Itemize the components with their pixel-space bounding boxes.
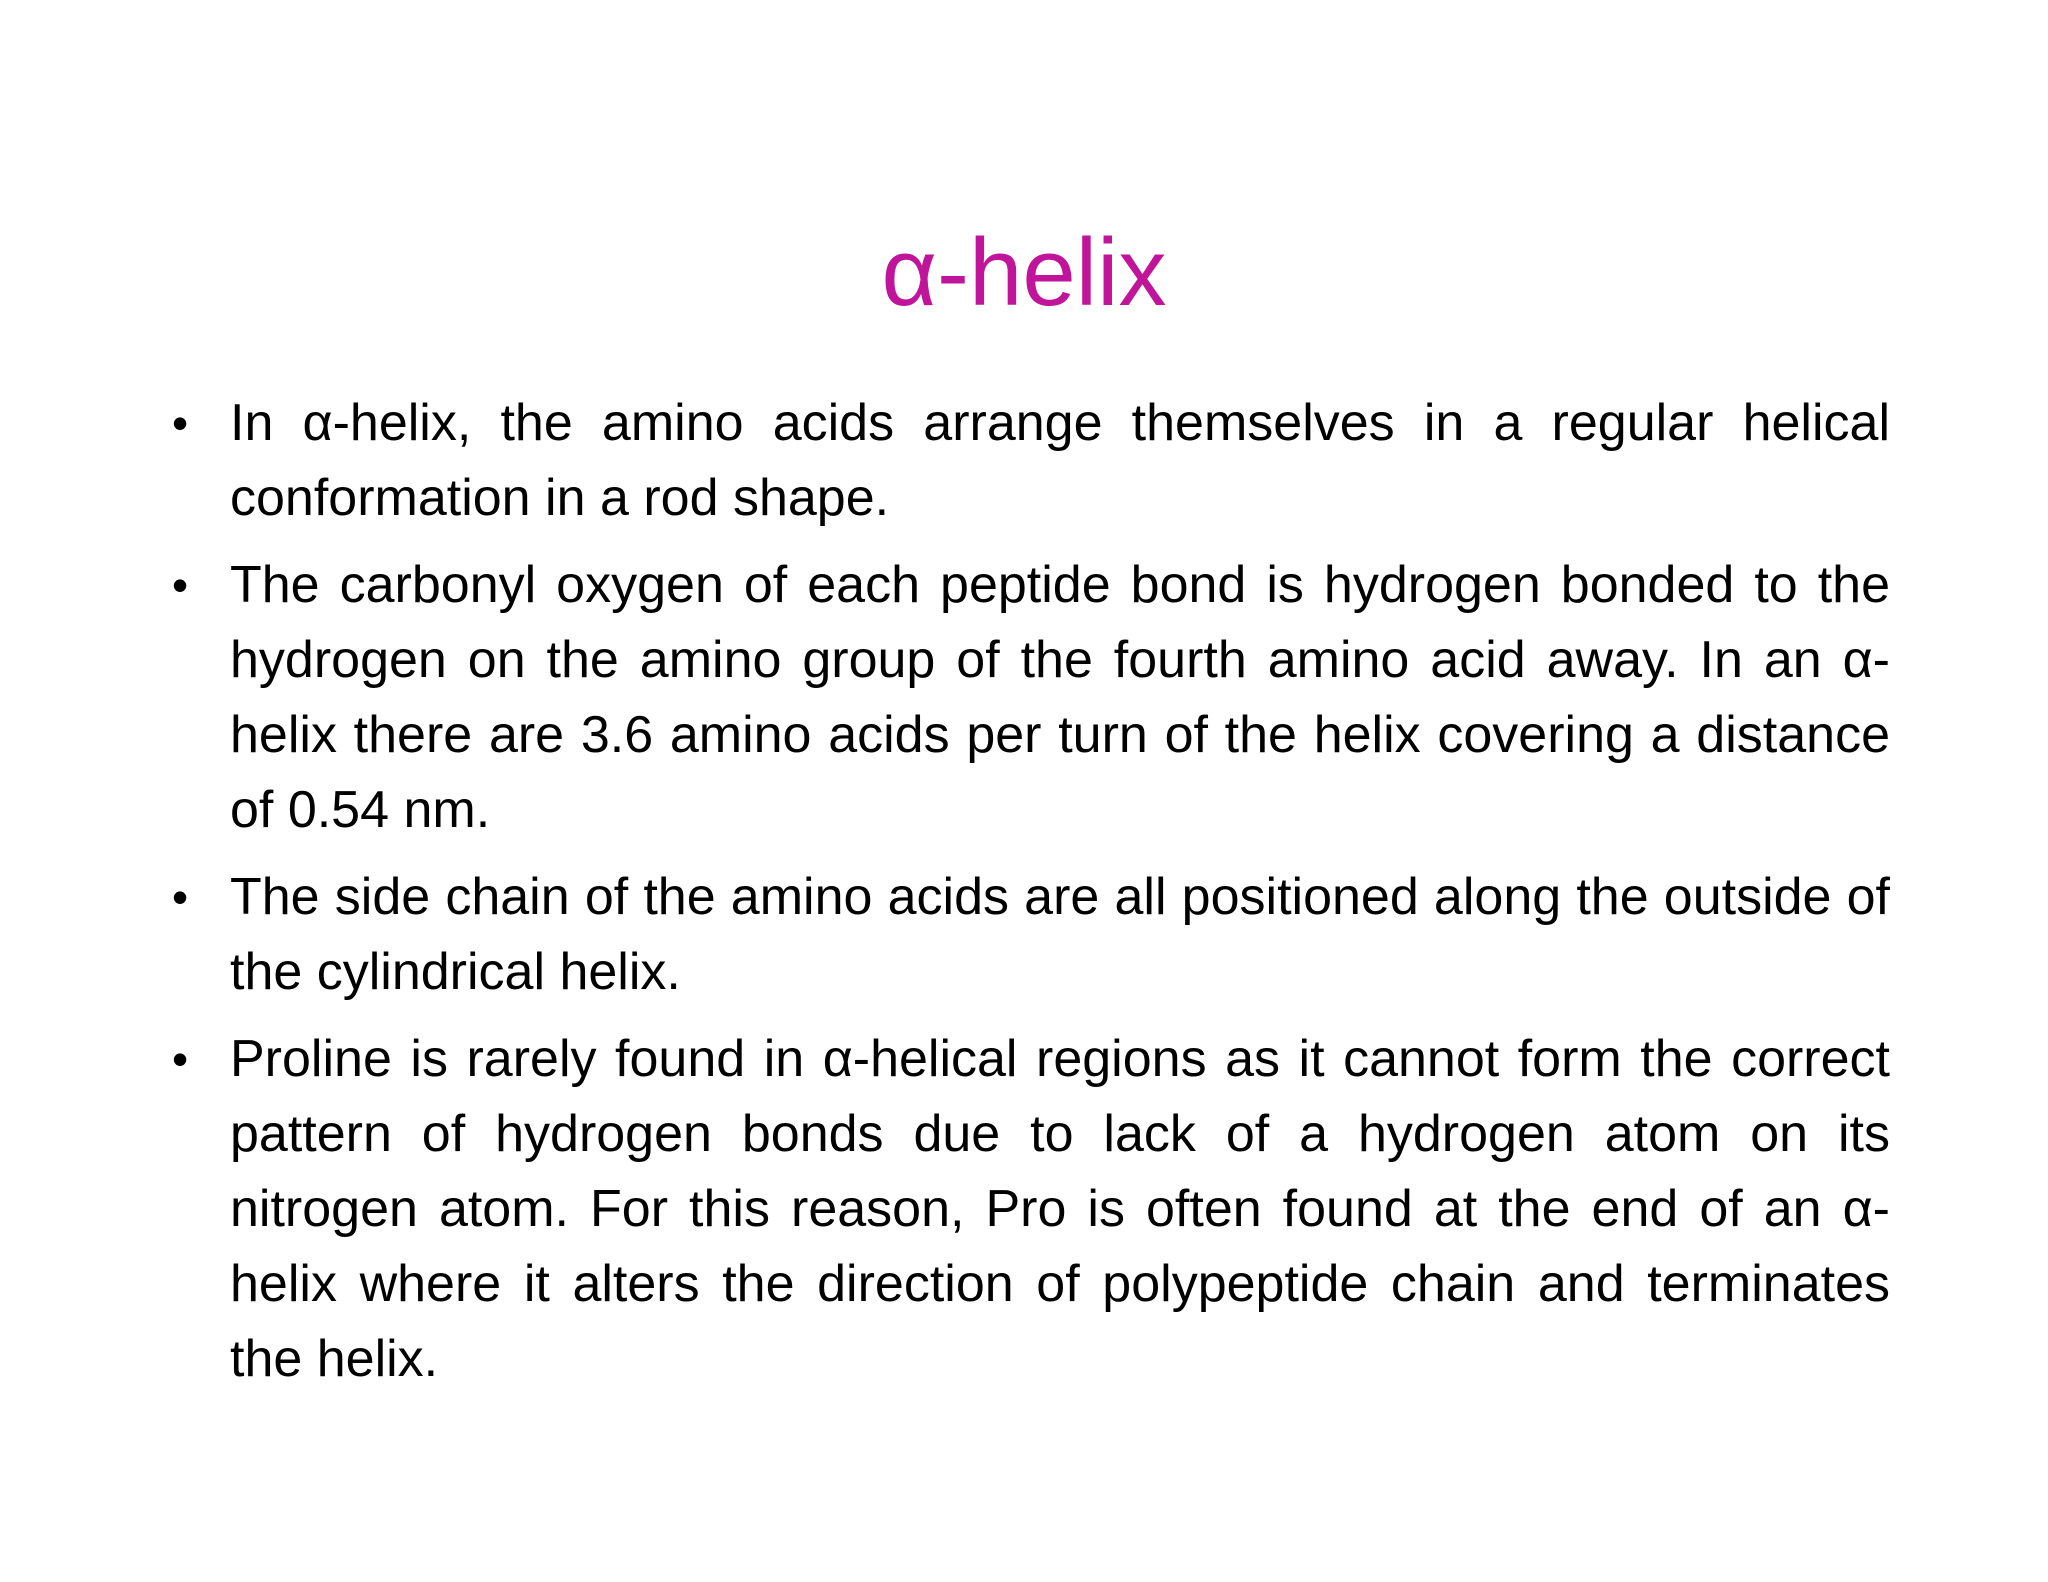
bullet-item — [171, 386, 1890, 536]
slide-title: α-helix — [881, 219, 1167, 326]
bullet-dot-icon: • — [171, 397, 189, 449]
bullet-text: The side chain of the amino acids are all positioned along the outside of the cylindrical helix. — [230, 868, 1890, 1001]
bullet-dot-icon: • — [171, 559, 189, 611]
bullet-dot-icon: • — [171, 871, 189, 923]
bullet-text: Proline is rarely found in α-helical regions as it cannot form the correct pattern of hydrogen bonds due to lack of a hydrogen atom on its nitrogen atom. For this reason, Pro is often found at the end of an α-helix where it alters the direction of polypeptide chain and terminates the helix. — [230, 1030, 1890, 1388]
bullet-text: The carbonyl oxygen of each peptide bond is hydrogen bonded to the hydrogen on the amino group of the fourth amino acid away. In an α-helix there are 3.6 amino acids per turn of the helix covering a distance of 0.54 nm. — [230, 556, 1890, 839]
bullet-dot-icon: • — [171, 1033, 189, 1085]
bullet-item — [171, 548, 1890, 848]
bullet-list — [171, 386, 1890, 1409]
bullet-item — [171, 860, 1890, 1010]
bullet-text: In α-helix, the amino acids arrange themselves in a regular helical conformation in a rod shape. — [230, 394, 1890, 527]
bullet-item — [171, 1022, 1890, 1397]
